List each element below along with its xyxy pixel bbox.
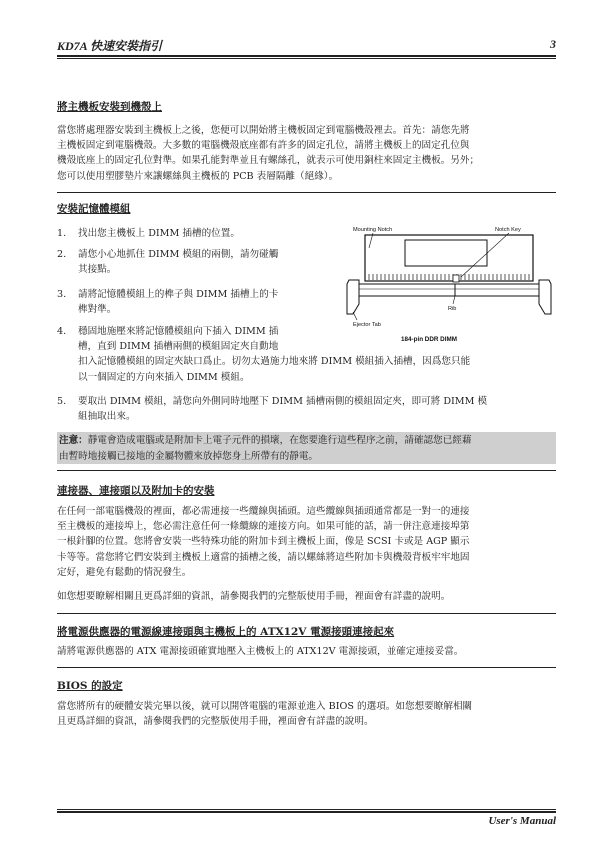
footer-text: User's Manual: [488, 815, 556, 827]
list-number: 3.: [57, 289, 67, 300]
list-item: [57, 226, 357, 242]
connectors-more: 如您想要瞭解相關且更爲詳細的資訊，請參閱我們的完整版使用手冊，裡面會有詳盡的說明。: [57, 591, 451, 602]
section-title-memory: 安裝記憶體模組: [57, 203, 131, 215]
text-line: 一根針腳的位置。您將會安裝一些特殊功能的附加卡到主機板上面，像是 SCSI 卡或是 AGP 顯示: [57, 536, 470, 548]
note-label: 注意：: [59, 435, 88, 446]
header-rule: [57, 55, 556, 57]
notch-key-cutout: [453, 275, 459, 282]
header-title: KD7A 快速安裝指引: [57, 39, 163, 53]
list-text: 要取出 DIMM 模組，請您向外側同時地壓下 DIMM 插槽兩側的模組固定夾，即可將 DIMM 模: [78, 396, 488, 407]
list-text: 其接點。: [78, 264, 117, 276]
section-divider: [57, 192, 556, 193]
section-divider: [57, 667, 556, 668]
text-line: 定好，避免有鬆動的情況發生。: [57, 566, 192, 578]
leader-ejector-tab: [353, 312, 357, 320]
leader-rib: [453, 296, 455, 304]
dimm-chip: [405, 240, 487, 266]
list-text: 以一個固定的方向來插入 DIMM 模組。: [78, 371, 250, 383]
list-text: 請您小心地抓住 DIMM 模組的兩側，請勿碰觸: [78, 249, 279, 260]
list-number: 1.: [57, 228, 67, 239]
label-notch-key: Notch Key: [495, 227, 521, 233]
diagram-caption: 184-pin DDR DIMM: [401, 336, 457, 343]
mount-paragraph: [57, 123, 556, 184]
text-line: 卡等等。當您將它們安裝到主機板上適當的插槽之後，請以螺絲將這些附加卡與機殼背板牢牢地固: [57, 551, 470, 563]
text-line: 且更爲詳細的資訊，請參閱我們的完整版使用手冊，裡面會有詳盡的說明。: [57, 716, 374, 728]
list-item: [57, 247, 357, 279]
list-text: 請將記憶體模組上的榫子與 DIMM 插槽上的卡: [78, 289, 279, 300]
section-divider: [57, 470, 556, 471]
text-line: 您可以使用塑膠墊片來讓螺絲與主機板的 PCB 表層隔離（絕緣）。: [57, 170, 339, 182]
list-text: 扣入記憶體模組的固定夾缺口爲止。切勿太過施力地來將 DIMM 模組插入插槽，因爲您只能: [78, 356, 471, 368]
list-text: 榫對準。: [78, 304, 117, 316]
text-line: 在任何一部電腦機殼的裡面，都必需連接一些纜線與插頭。這些纜線與插頭通常都是一對一的連接: [57, 506, 470, 517]
footer-rule-thick: [57, 811, 556, 813]
list-text: 找出您主機板上 DIMM 插槽的位置。: [78, 228, 240, 239]
warning-note: [57, 432, 556, 464]
dimm-diagram: [343, 222, 555, 350]
list-text: 組抽取出來。: [78, 411, 136, 423]
list-number: 5.: [57, 396, 67, 407]
section-title-connectors: 連接器、連接頭以及附加卡的安裝: [57, 485, 215, 497]
text-line: 當您將處理器安裝到主機板上之後，您便可以開始將主機板固定到電腦機殼裡去。首先：請您先將: [57, 125, 470, 136]
label-ejector-tab: Ejector Tab: [353, 322, 381, 328]
power-paragraph: 請將電源供應器的 ATX 電源接頭確實地壓入主機板上的 ATX12V 電源接頭，並確定連接妥當。: [57, 646, 464, 657]
dimm-contacts: [369, 274, 529, 280]
section-title-mount: 將主機板安裝到機殼上: [57, 101, 162, 113]
footer-rule: [57, 809, 556, 810]
list-text: 穩固地施壓來將記憶體模組向下插入 DIMM 插: [78, 326, 279, 337]
list-text: 槽，直到 DIMM 插槽兩側的模組固定夾自動地: [78, 341, 279, 353]
text-line: 機殼底座上的固定孔位對準。如果孔能對準並且有螺絲孔，就表示可使用銅柱來固定主機板。另外；: [57, 155, 480, 167]
dimm-slot: [351, 284, 547, 296]
ejector-tab-left: [347, 280, 359, 314]
note-text: 靜電會造成電腦或是附加卡上電子元件的損壞，在您要進行這些程序之前，請確認您已經藉: [87, 435, 472, 446]
connectors-paragraph: [57, 504, 556, 580]
list-item: [57, 394, 556, 426]
bios-paragraph: [57, 699, 556, 729]
text-line: 當您將所有的硬體安裝完畢以後，就可以開啓電腦的電源並進入 BIOS 的選項。如您想要瞭解相關: [57, 701, 473, 712]
note-text: 由暫時地接觸已接地的金屬物體來放掉您身上所帶有的靜電。: [59, 450, 319, 462]
section-title-bios: BIOS 的設定: [57, 680, 123, 692]
header-rule-thin: [57, 58, 556, 59]
list-number: 2.: [57, 249, 67, 260]
label-mounting-notch: Mounting Notch: [353, 227, 393, 233]
list-number: 4.: [57, 326, 67, 337]
label-rib: Rib: [448, 306, 457, 312]
text-line: 主機板固定到電腦機殼。大多數的電腦機殼底座都有許多的固定孔位，請將主機板上的固定孔位與: [57, 140, 470, 152]
section-divider: [57, 613, 556, 614]
page-number: 3: [550, 37, 556, 51]
text-line: 至主機板的連接埠上，您必需注意任何一條纜線的連接方向。如果可能的話，請一併注意連接埠第: [57, 521, 470, 533]
ejector-tab-right: [539, 280, 551, 314]
list-item: [57, 287, 357, 319]
section-title-power: 將電源供應器的電源線連接頭與主機板上的 ATX12V 電源接頭連接起來: [57, 626, 395, 638]
